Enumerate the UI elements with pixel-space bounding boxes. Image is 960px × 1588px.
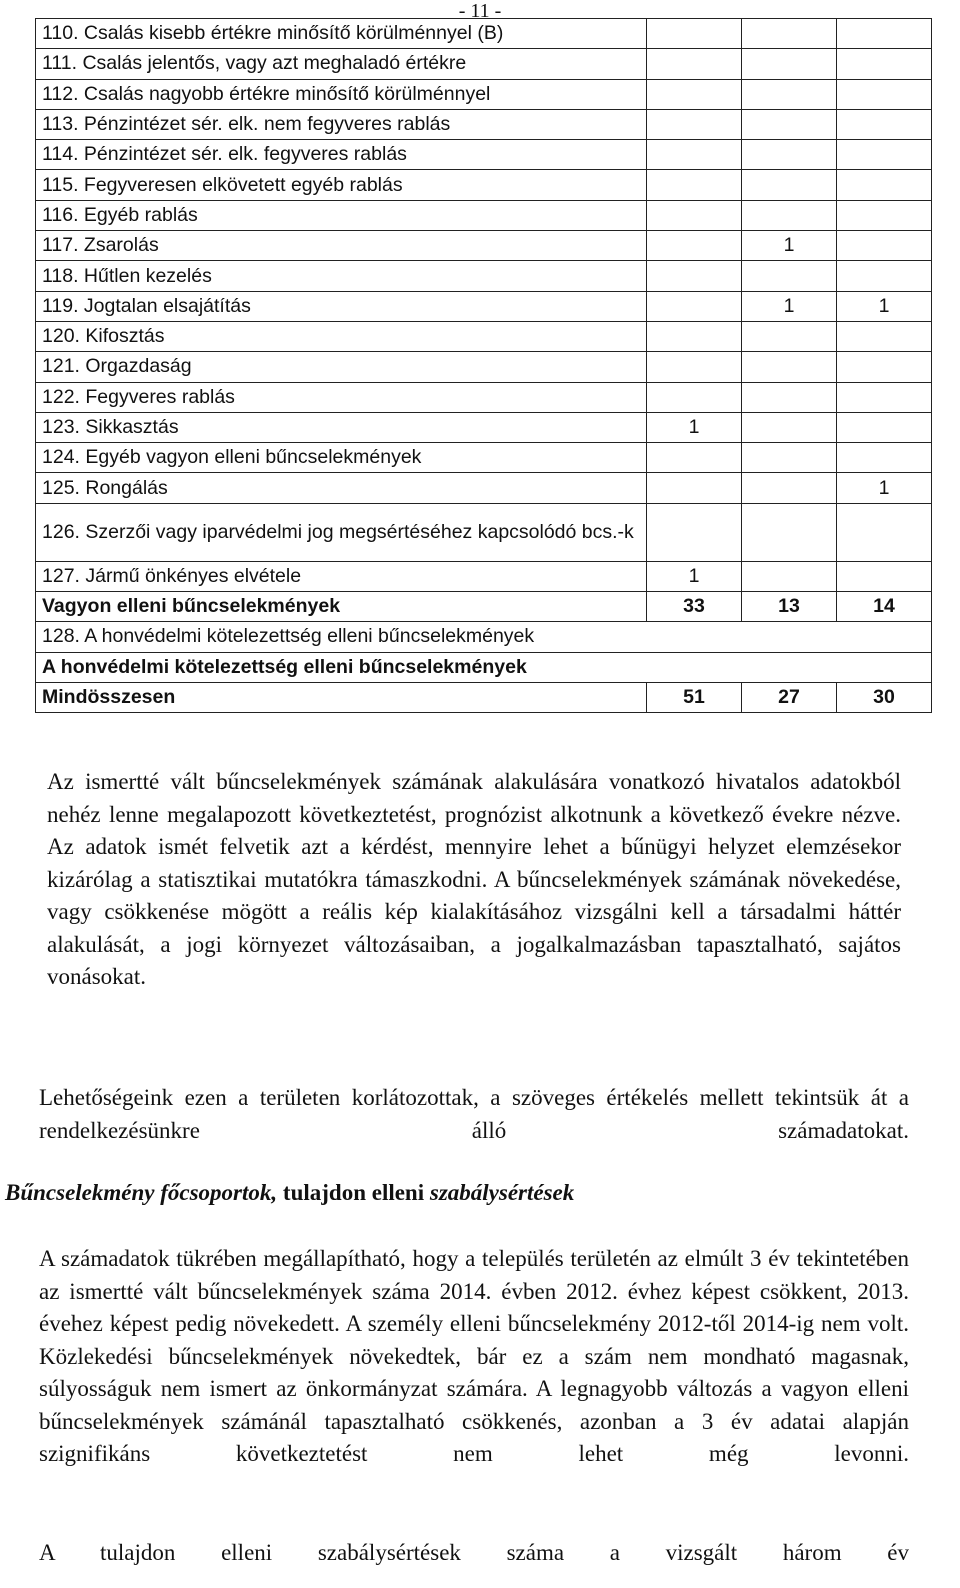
value-cell-c2: 13	[742, 592, 837, 622]
value-cell-c3: 30	[837, 682, 932, 712]
value-cell-c1	[647, 49, 742, 79]
table-row	[36, 79, 932, 109]
heading-part-2: tulajdon elleni	[277, 1180, 430, 1205]
value-cell-c1	[647, 382, 742, 412]
row-label: 114. Pénzintézet sér. elk. fegyveres rablás	[36, 140, 647, 170]
value-cell-c1: 33	[647, 592, 742, 622]
value-cell-c3	[837, 140, 932, 170]
value-cell-c3	[837, 321, 932, 351]
value-cell-c1: 1	[647, 412, 742, 442]
table-row	[36, 622, 932, 652]
table-row	[36, 109, 932, 139]
value-cell-c2: 1	[742, 291, 837, 321]
value-cell-c3	[837, 200, 932, 230]
table-row	[36, 561, 932, 591]
table-row	[36, 503, 932, 561]
value-cell-c2	[742, 561, 837, 591]
crime-statistics-table	[35, 18, 932, 713]
value-cell-c3	[837, 170, 932, 200]
row-label: 122. Fegyveres rablás	[36, 382, 647, 412]
table-row	[36, 443, 932, 473]
value-cell-c3	[837, 382, 932, 412]
value-cell-c2: 27	[742, 682, 837, 712]
row-label: Vagyon elleni bűncselekmények	[36, 592, 647, 622]
value-cell-c3	[837, 79, 932, 109]
paragraph-statistics	[39, 1243, 909, 1471]
value-cell-c3	[837, 19, 932, 49]
table-row	[36, 19, 932, 49]
value-cell-c3	[837, 561, 932, 591]
value-cell-c2	[742, 321, 837, 351]
value-cell-c3	[837, 231, 932, 261]
value-cell-c3	[837, 352, 932, 382]
value-cell-c2	[742, 443, 837, 473]
row-label: 125. Rongálás	[36, 473, 647, 503]
value-cell-c1	[647, 473, 742, 503]
table-row	[36, 382, 932, 412]
paragraph-official-data	[47, 766, 901, 994]
paragraph-4-text: A tulajdon elleni szabálysértések száma a vizsgált három év	[39, 1540, 909, 1565]
row-label: A honvédelmi kötelezettség elleni bűncselekmények	[36, 652, 932, 682]
value-cell-c1	[647, 321, 742, 351]
table-row	[36, 49, 932, 79]
table-row	[36, 170, 932, 200]
table-row	[36, 261, 932, 291]
row-label: 110. Csalás kisebb értékre minősítő körülménnyel (B)	[36, 19, 647, 49]
table-row	[36, 592, 932, 622]
value-cell-c3: 14	[837, 592, 932, 622]
table-row	[36, 140, 932, 170]
row-label: 128. A honvédelmi kötelezettség elleni bűncselekmények	[36, 622, 932, 652]
value-cell-c2	[742, 140, 837, 170]
table-row	[36, 352, 932, 382]
paragraph-3-text: A számadatok tükrében megállapítható, hogy a település területén az elmúlt 3 év tekintetében az ismertté vált bűncselekmények száma 2014. évben 2012. évhez képest csökkent, 2013. évehez képest pedig növekedett. A személy elleni bűncselekmény 2012-től 2014-ig nem volt. Közlekedési bűncselekmények növekedtek, bár ez a szám nem mondható magasnak, súlyosságuk nem ismert az önkormányzat számára. A legnagyobb változás a vagyon elleni bűncselekmények számánál tapasztalható csökkenés, azonban a 3 év adatai alapján szignifikáns következtetést nem lehet még levonni.	[39, 1246, 909, 1466]
value-cell-c2: 1	[742, 231, 837, 261]
paragraph-1-text: Az ismertté vált bűncselekmények számának alakulására vonatkozó hivatalos adatokból nehéz lenne megalapozott következtetést, prognózist alkotnunk a következő évekre nézve. Az adatok ismét felvetik azt a kérdést, mennyire lehet a bűnügyi helyzet elemzésekor kizárólag a statisztikai mutatókra támaszkodni. A bűncselekmények számának növekedése, vagy csökkenése mögött a reális kép kialakításához vizsgálni kell a társadalmi háttér alakulását, a jogi környezet változásaiban, a jogalkalmazásban tapasztalható, sajátos vonásokat.	[47, 769, 901, 989]
value-cell-c2	[742, 170, 837, 200]
value-cell-c2	[742, 503, 837, 561]
row-label: Mindösszesen	[36, 682, 647, 712]
value-cell-c2	[742, 473, 837, 503]
row-label: 118. Hűtlen kezelés	[36, 261, 647, 291]
value-cell-c3	[837, 412, 932, 442]
value-cell-c2	[742, 79, 837, 109]
value-cell-c1	[647, 291, 742, 321]
value-cell-c1	[647, 140, 742, 170]
value-cell-c2	[742, 382, 837, 412]
row-label: 116. Egyéb rablás	[36, 200, 647, 230]
value-cell-c1	[647, 352, 742, 382]
row-label: 115. Fegyveresen elkövetett egyéb rablás	[36, 170, 647, 200]
value-cell-c2	[742, 19, 837, 49]
value-cell-c2	[742, 261, 837, 291]
value-cell-c2	[742, 412, 837, 442]
value-cell-c3	[837, 109, 932, 139]
value-cell-c1	[647, 503, 742, 561]
paragraph-2-text: Lehetőségeink ezen a területen korlátozottak, a szöveges értékelés mellett tekintsük át a rendelkezésünkre álló számadatokat.	[39, 1085, 909, 1143]
table-row	[36, 682, 932, 712]
section-heading	[5, 1180, 574, 1206]
table-row	[36, 321, 932, 351]
table-row	[36, 231, 932, 261]
value-cell-c1	[647, 79, 742, 109]
value-cell-c1	[647, 170, 742, 200]
value-cell-c2	[742, 200, 837, 230]
value-cell-c1: 1	[647, 561, 742, 591]
value-cell-c3	[837, 261, 932, 291]
row-label: 127. Jármű önkényes elvétele	[36, 561, 647, 591]
value-cell-c2	[742, 49, 837, 79]
value-cell-c1	[647, 200, 742, 230]
value-cell-c3: 1	[837, 291, 932, 321]
value-cell-c3	[837, 49, 932, 79]
page-number: - 11 -	[458, 0, 502, 22]
row-label: 112. Csalás nagyobb értékre minősítő körülménnyel	[36, 79, 647, 109]
value-cell-c2	[742, 109, 837, 139]
value-cell-c2	[742, 352, 837, 382]
table-row	[36, 412, 932, 442]
value-cell-c1	[647, 443, 742, 473]
row-label: 120. Kifosztás	[36, 321, 647, 351]
paragraph-property-offences	[39, 1537, 909, 1570]
table-row	[36, 200, 932, 230]
row-label: 119. Jogtalan elsajátítás	[36, 291, 647, 321]
value-cell-c3: 1	[837, 473, 932, 503]
row-label: 117. Zsarolás	[36, 231, 647, 261]
row-label: 126. Szerzői vagy iparvédelmi jog megsértéséhez kapcsolódó bcs.-k	[36, 503, 647, 561]
value-cell-c1: 51	[647, 682, 742, 712]
row-label: 111. Csalás jelentős, vagy azt meghaladó értékre	[36, 49, 647, 79]
row-label: 121. Orgazdaság	[36, 352, 647, 382]
row-label: 123. Sikkasztás	[36, 412, 647, 442]
table-row	[36, 473, 932, 503]
heading-part-3: szabálysértések	[429, 1180, 575, 1205]
value-cell-c1	[647, 19, 742, 49]
value-cell-c1	[647, 231, 742, 261]
table-row	[36, 652, 932, 682]
table-row	[36, 291, 932, 321]
value-cell-c1	[647, 261, 742, 291]
heading-part-1: Bűncselekmény főcsoportok,	[5, 1180, 278, 1205]
value-cell-c3	[837, 443, 932, 473]
value-cell-c3	[837, 503, 932, 561]
paragraph-possibilities	[39, 1082, 909, 1147]
row-label: 113. Pénzintézet sér. elk. nem fegyveres rablás	[36, 109, 647, 139]
row-label: 124. Egyéb vagyon elleni bűncselekmények	[36, 443, 647, 473]
value-cell-c1	[647, 109, 742, 139]
